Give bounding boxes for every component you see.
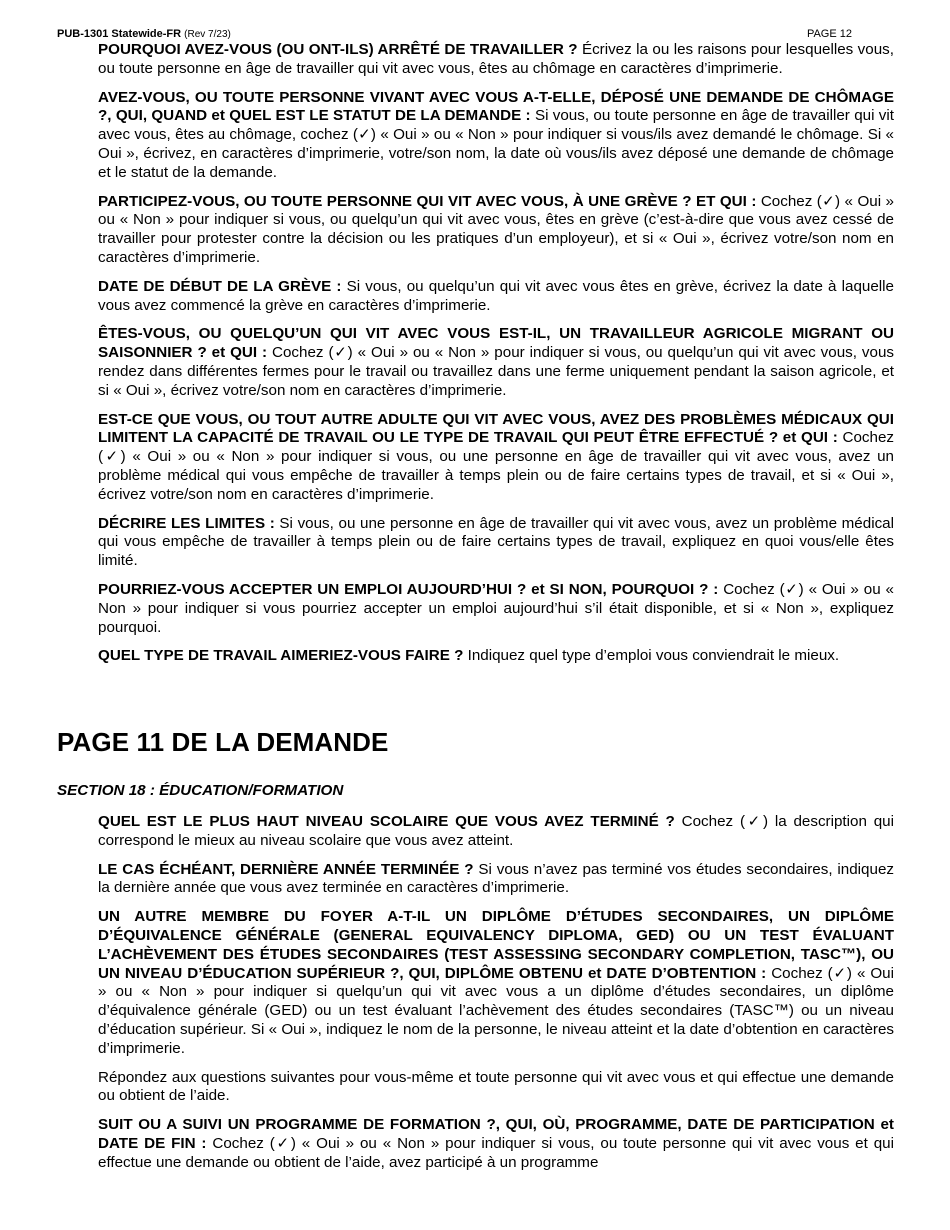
- instruction-paragraph: [98, 325, 894, 400]
- instruction-paragraph: [98, 515, 894, 571]
- instruction-paragraph: [98, 813, 894, 851]
- question-term: PARTICIPEZ-VOUS, OU TOUTE PERSONNE QUI VIT AVEC VOUS, À UNE GRÈVE ? ET QUI :: [98, 192, 757, 210]
- question-term: QUEL TYPE DE TRAVAIL AIMERIEZ-VOUS FAIRE ?: [98, 647, 464, 665]
- page-heading: PAGE 11 DE LA DEMANDE: [57, 727, 389, 757]
- question-explanation: Écrivez la ou les raisons pour lesquelles vous, ou toute personne en âge de travailler qui vit avec vous, êtes au chômage en caractères d’imprimerie.: [98, 41, 894, 77]
- instruction-paragraph: [98, 908, 894, 1058]
- question-term: DATE DE DÉBUT DE LA GRÈVE :: [98, 277, 342, 295]
- question-explanation: Si vous n’avez pas terminé vos études secondaires, indiquez la dernière année que vous avez terminée en caractères d’imprimerie.: [98, 860, 894, 897]
- page-header: [57, 28, 852, 42]
- instruction-paragraph: [98, 1116, 894, 1172]
- question-explanation: Cochez (✓) « Oui » ou « Non » pour indiquer si quelqu’un qui vit avec vous a un diplôme d’études secondaires, un diplôme d’équivalence générale (GED) ou un test évaluant l’achèvement des études secondaires (TASC™) ou un niveau d’éducation supérieur. Si « Oui », indiquez le nom de la personne, le niveau atteint et la date d’obtention en caractères d’imprimerie.: [98, 964, 894, 1057]
- plain-note: Répondez aux questions suivantes pour vous-même et toute personne qui vit avec vous et qui effectue une demande ou obtient de l’aide.: [98, 1068, 894, 1105]
- section-title: SECTION 18 : ÉDUCATION/FORMATION: [57, 782, 344, 799]
- question-explanation: Cochez (✓) « Oui » ou « Non » pour indiquer si vous, ou quelqu’un qui vit avec vous, vous rendez dans différentes fermes pour le travail ou travaillez dans une ferme uniquement pendant la saison agricole, et si « Oui », écrivez votre/son nom en caractères d’imprimerie.: [98, 344, 894, 399]
- instruction-paragraph: [98, 278, 894, 316]
- question-explanation: Cochez (✓) « Oui » ou « Non » pour indiquer si vous, ou quelqu’un qui vit avec vous, êtes en grève (c’est-à-dire que vous avez cessé de travailler pour protester contre la décision ou les pratiques d’un employeur), et si « Oui », écrivez votre/son nom en caractères d’imprimerie.: [98, 192, 894, 266]
- question-term: AVEZ-VOUS, OU TOUTE PERSONNE VIVANT AVEC VOUS A-T-ELLE, DÉPOSÉ UNE DEMANDE DE CHÔMAGE ?, QUI, QUAND et QUEL EST LE STATUT DE LA DEMANDE :: [98, 88, 894, 125]
- instruction-paragraph: [98, 581, 894, 637]
- question-explanation: Cochez (✓) « Oui » ou « Non » pour indiquer si vous, ou toute personne qui vit avec vous et qui effectue une demande ou obtient de l’aide, avez participé à un programme: [98, 1134, 894, 1171]
- question-term: QUEL EST LE PLUS HAUT NIVEAU SCOLAIRE QUE VOUS AVEZ TERMINÉ ?: [98, 813, 675, 830]
- document-code: PUB-1301 Statewide-FR (Rev 7/23): [57, 28, 231, 40]
- question-explanation: Indiquez quel type d’emploi vous conviendrait le mieux.: [467, 647, 840, 665]
- question-explanation: Si vous, ou quelqu’un qui vit avec vous êtes en grève, écrivez la date à laquelle vous avez commencé la grève en caractères d’imprimerie.: [98, 277, 894, 314]
- question-explanation: Cochez (✓) « Oui » ou « Non » pour indiquer si vous, ou une personne en âge de travailler qui vit avec vous, avez un problème médical qui vous empêche de travailler à temps plein ou de faire certains types de travail, et si « Oui », écrivez votre/son nom en caractères d’imprimerie.: [98, 429, 894, 503]
- question-term: EST-CE QUE VOUS, OU TOUT AUTRE ADULTE QUI VIT AVEC VOUS, AVEZ DES PROBLÈMES MÉDICAUX QUI LIMITENT LA CAPACITÉ DE TRAVAIL OU LE TYPE DE TRAVAIL QUI PEUT ÊTRE EFFECTUÉ ? et QUI :: [98, 410, 894, 447]
- page-number: PAGE 12: [806, 28, 852, 40]
- instructions-block-employment: [98, 41, 894, 676]
- question-explanation: Cochez (✓) « Oui » ou « Non » pour indiquer si vous pourriez accepter un emploi aujourd’hui s’il était disponible, et si « Non », expliquez pourquoi.: [98, 580, 894, 636]
- instruction-paragraph: [98, 647, 894, 666]
- instructions-block-education: [98, 813, 894, 1183]
- question-term: SUIT OU A SUIVI UN PROGRAMME DE FORMATION ?, QUI, OÙ, PROGRAMME, DATE DE PARTICIPATION et DATE DE FIN :: [98, 1116, 894, 1152]
- instruction-paragraph: [98, 861, 894, 899]
- question-term: LE CAS ÉCHÉANT, DERNIÈRE ANNÉE TERMINÉE ?: [98, 860, 474, 878]
- revision-date: (Rev 7/23): [184, 29, 231, 40]
- question-explanation: Si vous, ou toute personne en âge de travailler qui vit avec vous, êtes au chômage, cochez (✓) « Oui » ou « Non » pour indiquer si vous/ils avez demandé le chômage. Si « Oui », écrivez, en caractères d’imprimerie, votre/son nom, la date où vous/ils avez déposé une demande de chômage et le statut de la demande.: [98, 107, 894, 181]
- question-term: UN AUTRE MEMBRE DU FOYER A-T-IL UN DIPLÔME D’ÉTUDES SECONDAIRES, UN DIPLÔME D’ÉQUIVALENCE GÉNÉRALE (GENERAL EQUIVALENCY DIPLOMA, GED) OU UN TEST ÉVALUANT L’ACHÈVEMENT DES ÉTUDES SECONDAIRES (TEST ASSESSING SECONDARY COMPLETION, TASC™), OU UN NIVEAU D’ÉDUCATION SUPÉRIEUR ?, QUI, DIPLÔME OBTENU et DATE D’OBTENTION :: [98, 908, 894, 982]
- question-term: POURQUOI AVEZ-VOUS (OU ONT-ILS) ARRÊTÉ DE TRAVAILLER ?: [98, 41, 578, 58]
- question-term: DÉCRIRE LES LIMITES :: [98, 514, 275, 532]
- question-term: ÊTES-VOUS, OU QUELQU’UN QUI VIT AVEC VOUS EST-IL, UN TRAVAILLEUR AGRICOLE MIGRANT OU SAISONNIER ? et QUI :: [98, 325, 894, 362]
- instruction-paragraph: [98, 193, 894, 268]
- instruction-paragraph: [98, 89, 894, 183]
- question-explanation: Cochez (✓) la description qui correspond le mieux au niveau scolaire que vous avez atteint.: [98, 813, 894, 849]
- question-term: POURRIEZ-VOUS ACCEPTER UN EMPLOI AUJOURD’HUI ? et SI NON, POURQUOI ? :: [98, 580, 719, 598]
- question-explanation: Si vous, ou une personne en âge de travailler qui vit avec vous, avez un problème médical qui vous empêche de travailler à temps plein ou de faire certains types de travail, expliquez en quoi vous/elle êtes limité.: [98, 514, 894, 570]
- instruction-paragraph: [98, 41, 894, 79]
- instruction-paragraph: [98, 411, 894, 505]
